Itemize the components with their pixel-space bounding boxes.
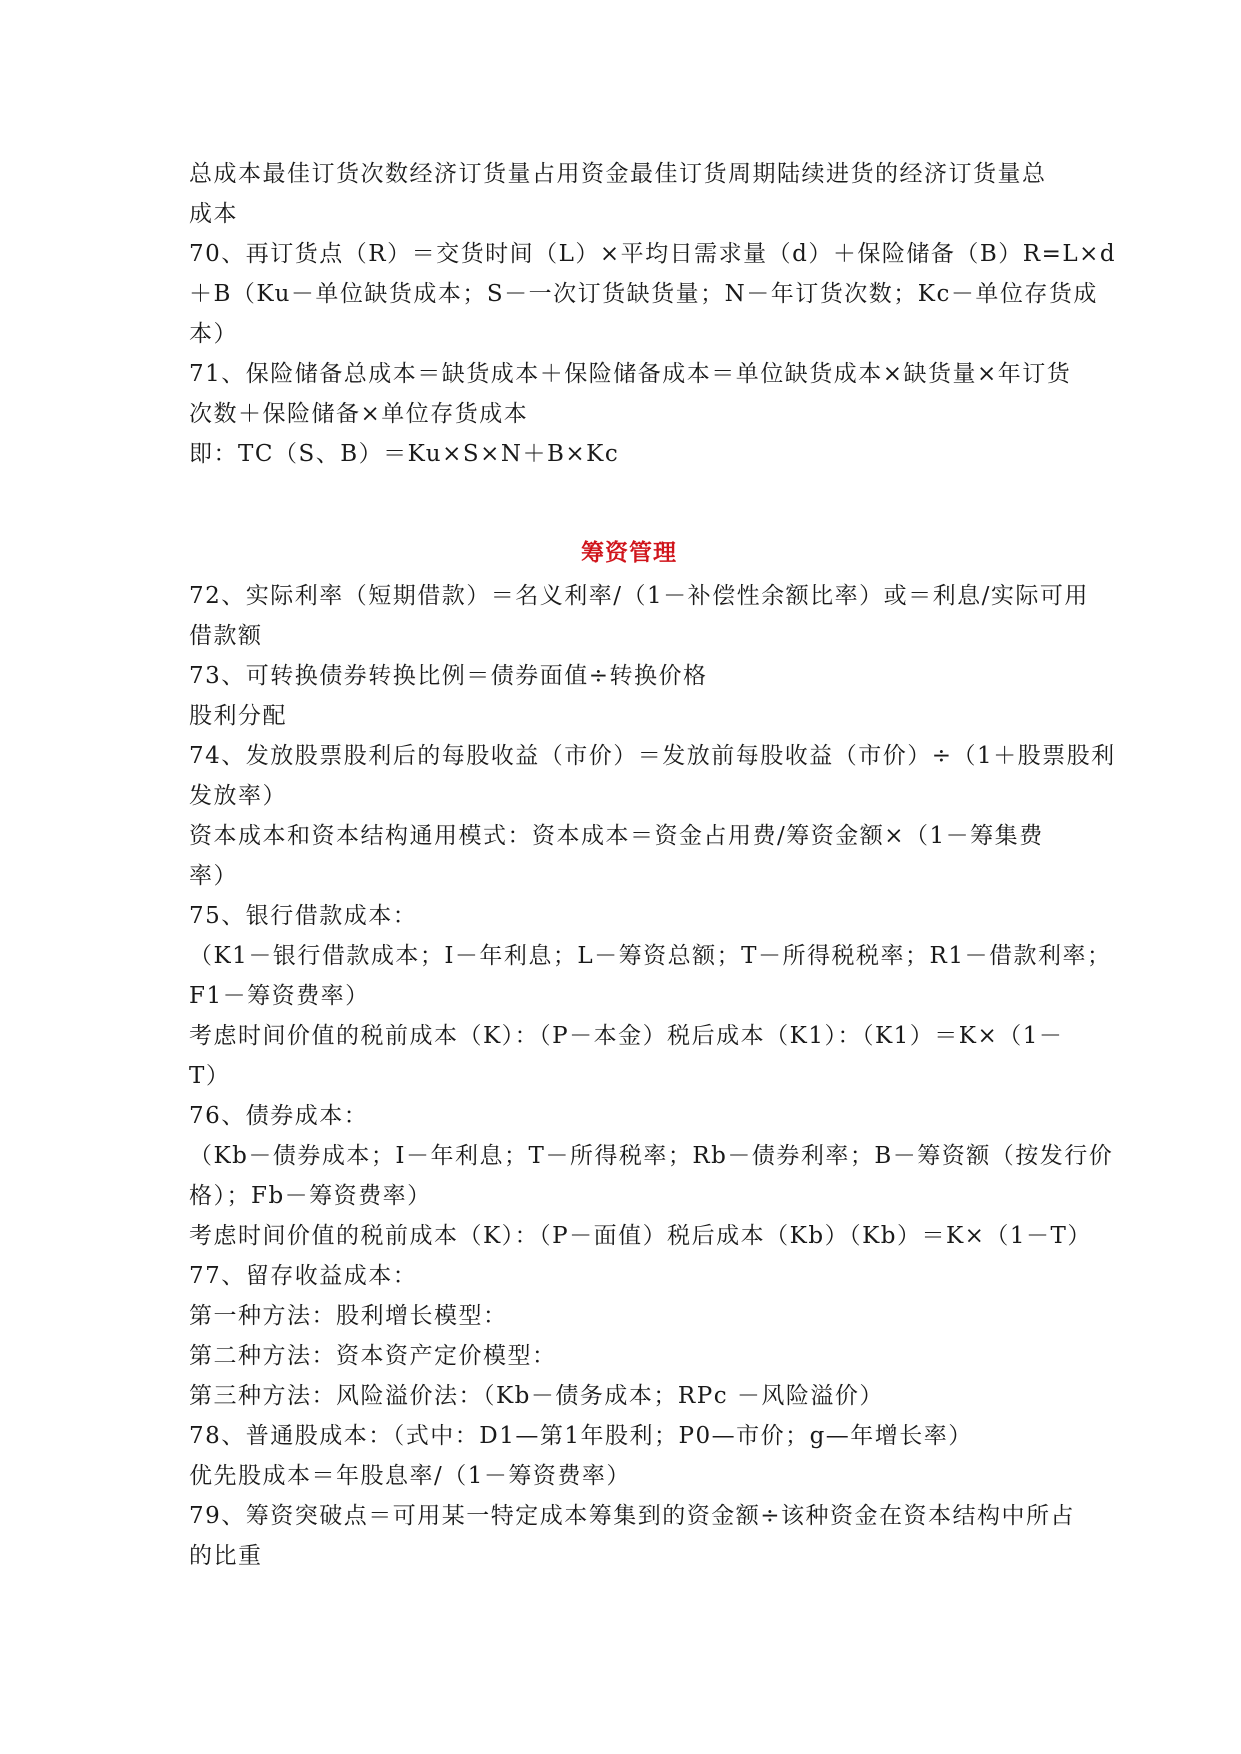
text-line: ＋B（Ku－单位缺货成本；S－一次订货缺货量；N－年订货次数；Kc－单位存货成 (189, 281, 1098, 307)
text-line: 考虑时间价值的税前成本（K）：（P－面值）税后成本（Kb）（Kb）＝K×（1－T） (189, 1223, 1092, 1249)
section-heading: 筹资管理 (581, 539, 677, 566)
text-line: 71、保险储备总成本＝缺货成本＋保险储备成本＝单位缺货成本×缺货量×年订货 (189, 361, 1072, 387)
text-line: 77、留存收益成本： (189, 1263, 418, 1289)
text-line: 第二种方法：资本资产定价模型： (189, 1343, 557, 1369)
text-line: F1－筹资费率） (189, 983, 370, 1009)
text-line: 75、银行借款成本： (189, 903, 418, 929)
inventory-formulas-block (189, 154, 1117, 474)
text-line: （Kb－债券成本；I－年利息；T－所得税率；Rb－债券利率；B－筹资额（按发行价 (189, 1143, 1114, 1169)
text-line: 79、筹资突破点＝可用某一特定成本筹集到的资金额÷该种资金在资本结构中所占 (189, 1503, 1076, 1529)
text-line: 即：TC（S、B）＝Ku×S×N＋B×Kc (189, 441, 620, 467)
text-line: 第三种方法：风险溢价法：（Kb－债务成本；RPc －风险溢价） (189, 1383, 884, 1409)
text-line: 股利分配 (189, 703, 287, 729)
text-line: T） (189, 1063, 231, 1089)
text-line: 73、可转换债券转换比例＝债券面值÷转换价格 (189, 663, 708, 689)
document-body (189, 154, 1117, 1576)
text-line: 的比重 (189, 1543, 263, 1569)
text-line: （K1－银行借款成本；I－年利息；L－筹资总额；T－所得税税率；R1－借款利率； (189, 943, 1112, 969)
text-line: 本） (189, 321, 238, 347)
text-line: 次数＋保险储备×单位存货成本 (189, 401, 529, 427)
text-line: 76、债券成本： (189, 1103, 369, 1129)
section-spacer (189, 474, 1069, 530)
text-line: 率） (189, 863, 238, 889)
text-line: 发放率） (189, 783, 287, 809)
text-line: 70、再订货点（R）＝交货时间（L）×平均日需求量（d）＋保险储备（B）R=L×d (189, 241, 1117, 267)
text-line: 格）；Fb－筹资费率） (189, 1183, 432, 1209)
text-line: 总成本最佳订货次数经济订货量占用资金最佳订货周期陆续进货的经济订货量总 (189, 161, 1047, 187)
financing-formulas-block (189, 576, 1116, 1576)
text-line: 优先股成本＝年股息率/（1－筹资费率） (189, 1463, 631, 1489)
text-line: 72、实际利率（短期借款）＝名义利率/（1－补偿性余额比率）或＝利息/实际可用 (189, 583, 1089, 609)
text-line: 成本 (189, 201, 238, 227)
text-line: 考虑时间价值的税前成本（K）：（P－本金）税后成本（K1）：（K1）＝K×（1－ (189, 1023, 1064, 1049)
text-line: 借款额 (189, 623, 263, 649)
text-line: 资本成本和资本结构通用模式：资本成本＝资金占用费/筹资金额×（1－筹集费 (189, 823, 1044, 849)
text-line: 78、普通股成本：（式中：D1—第1年股利；P0—市价；g—年增长率） (189, 1423, 973, 1449)
text-line: 第一种方法：股利增长模型： (189, 1303, 508, 1329)
text-line: 74、发放股票股利后的每股收益（市价）＝发放前每股收益（市价）÷（1＋股票股利 (189, 743, 1116, 769)
